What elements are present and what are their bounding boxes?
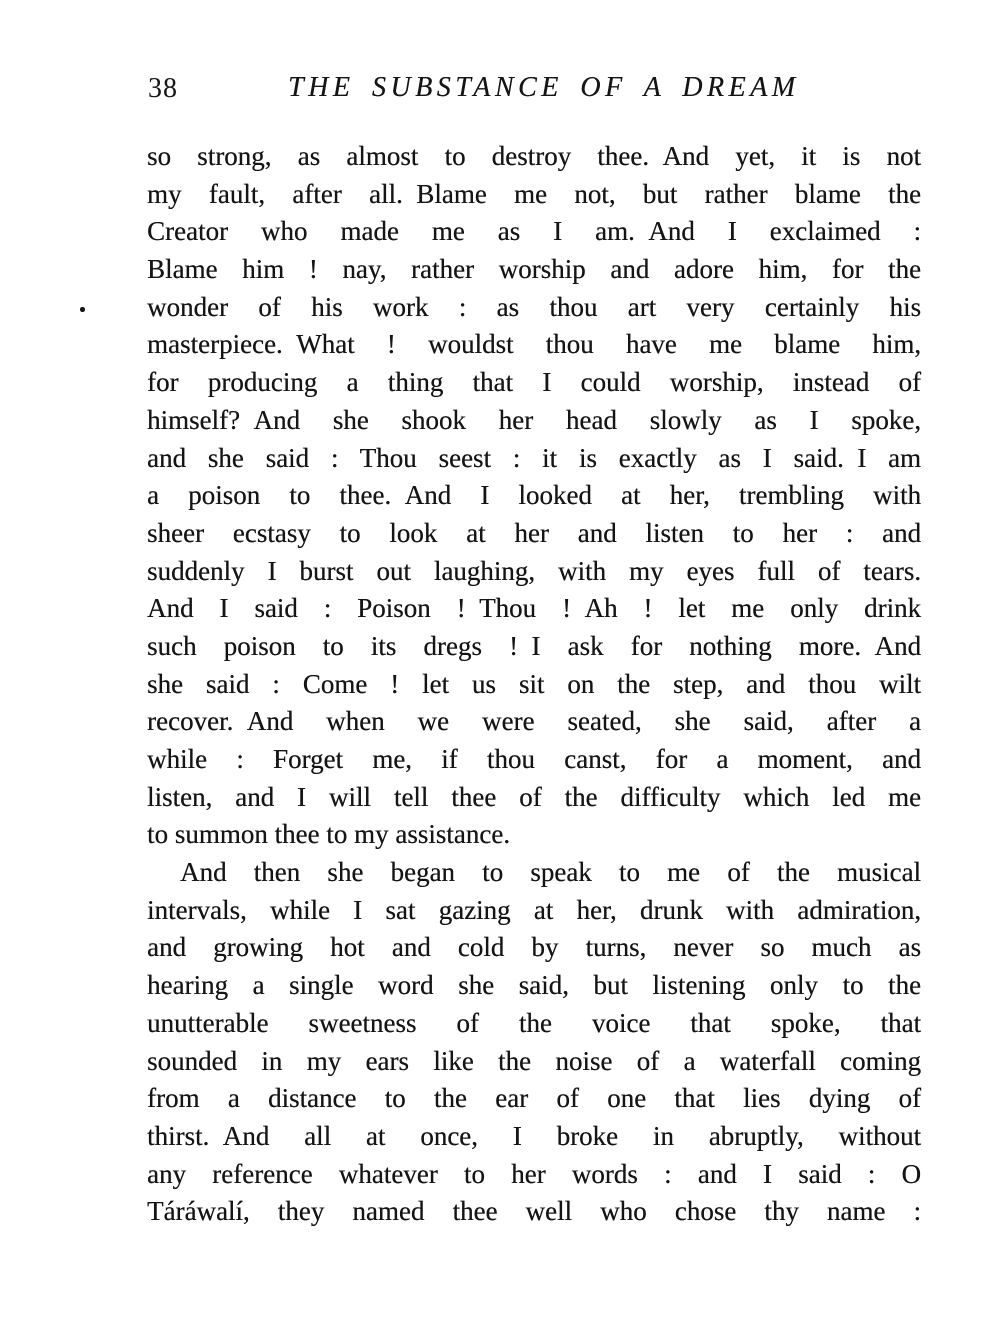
- page-number: 38: [148, 73, 178, 104]
- text-line: such poison to its dregs ! I ask for nothing more. And: [147, 630, 921, 661]
- body-text: [147, 138, 921, 1231]
- text-line: sounded in my ears like the noise of a waterfall coming: [147, 1045, 921, 1076]
- text-line: himself? And she shook her head slowly as I spoke,: [147, 404, 921, 435]
- text-line: thirst. And all at once, I broke in abruptly, without: [147, 1120, 921, 1151]
- text-line: masterpiece. What ! wouldst thou have me blame him,: [147, 329, 921, 360]
- text-line: a poison to thee. And I looked at her, trembling with: [147, 480, 921, 511]
- text-line: And I said : Poison ! Thou ! Ah ! let me only drink: [147, 593, 921, 624]
- text-line: hearing a single word she said, but listening only to the: [147, 970, 921, 1001]
- text-line: Táráwalí, they named thee well who chose thy name :: [147, 1196, 921, 1227]
- text-line: recover. And when we were seated, she said, after a: [147, 706, 921, 737]
- text-line: any reference whatever to her words : and I said : O: [147, 1158, 921, 1189]
- running-title: THE SUBSTANCE OF A DREAM: [288, 72, 800, 103]
- text-line: wonder of his work : as thou art very certainly his: [147, 291, 921, 322]
- ink-dot-artifact: [80, 307, 85, 312]
- text-line: so strong, as almost to destroy thee. And yet, it is not: [147, 141, 921, 171]
- text-line: my fault, after all. Blame me not, but rather blame the: [147, 178, 921, 209]
- text-line: Blame him ! nay, rather worship and adore him, for the: [147, 254, 921, 285]
- text-line: for producing a thing that I could worship, instead of: [147, 367, 921, 398]
- text-line: Creator who made me as I am. And I exclaimed :: [147, 216, 921, 247]
- text-line: And then she began to speak to me of the musical: [180, 857, 921, 888]
- text-line: to summon thee to my assistance.: [147, 819, 510, 850]
- text-line: from a distance to the ear of one that lies dying of: [147, 1083, 921, 1114]
- text-line: unutterable sweetness of the voice that spoke, that: [147, 1007, 921, 1038]
- text-line: and she said : Thou seest : it is exactly as I said. I am: [147, 442, 921, 473]
- text-line: listen, and I will tell thee of the difficulty which led me: [147, 781, 921, 812]
- text-line: and growing hot and cold by turns, never so much as: [147, 932, 921, 963]
- text-line: sheer ecstasy to look at her and listen to her : and: [147, 517, 921, 548]
- text-line: she said : Come ! let us sit on the step, and thou wilt: [147, 668, 921, 699]
- text-line: while : Forget me, if thou canst, for a moment, and: [147, 744, 921, 774]
- text-line: intervals, while I sat gazing at her, drunk with admiration,: [147, 894, 921, 925]
- text-line: suddenly I burst out laughing, with my eyes full of tears.: [147, 555, 921, 586]
